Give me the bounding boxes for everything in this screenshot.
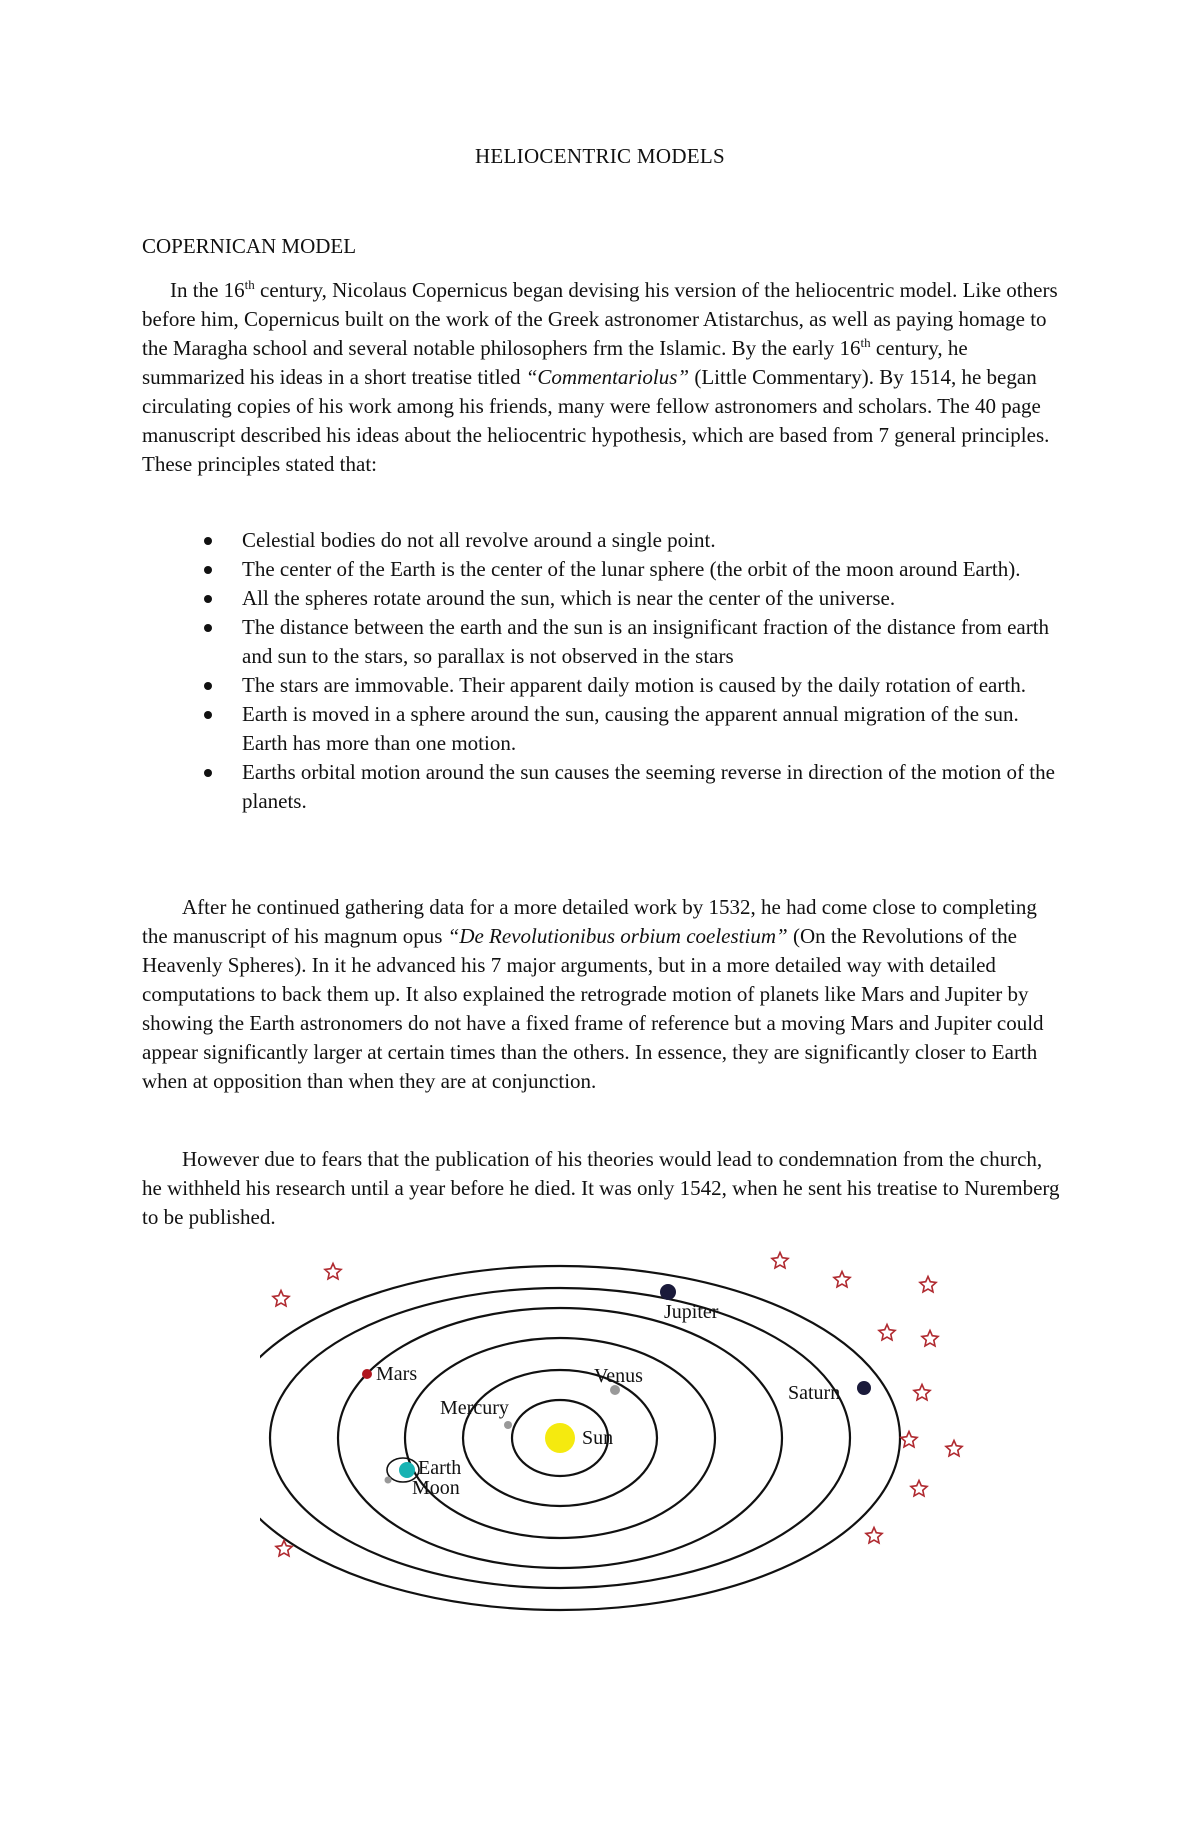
list-item — [198, 671, 1058, 700]
superscript-th: th — [244, 277, 255, 292]
mercury-label: Mercury — [440, 1397, 509, 1419]
moon-label: Moon — [412, 1477, 460, 1499]
list-item-text: Earths orbital motion around the sun causes the seeming reverse in direction of the motion of the planets. — [242, 760, 1055, 813]
list-item — [198, 526, 1058, 555]
sun-label: Sun — [582, 1427, 614, 1449]
mars-icon — [362, 1369, 372, 1379]
saturn-label: Saturn — [788, 1382, 841, 1404]
bullet-icon — [204, 624, 212, 632]
list-item — [198, 758, 1058, 816]
star-icon — [911, 1481, 927, 1496]
list-item — [198, 613, 1058, 671]
venus-label: Venus — [594, 1365, 643, 1387]
list-item-text: All the spheres rotate around the sun, which is near the center of the universe. — [242, 586, 896, 610]
paragraph-revolutionibus-text-b: (On the Revolutions of the Heavenly Spheres). In it he advanced his 7 major arguments, but in a more detailed way with detailed computations to back them up. It also explained the retrograde motion of planets like Mars and Jupiter by showing the Earth astronomers do not have a fixed frame of reference but a moving Mars and Jupiter could appear significantly larger at certain times than the others. In essence, they are significantly closer to Earth when at opposition than when they are at conjunction. — [142, 924, 1044, 1093]
list-item-text: The stars are immovable. Their apparent daily motion is caused by the daily rotation of earth. — [242, 673, 1026, 697]
principles-list — [198, 526, 1058, 816]
list-item-text: The center of the Earth is the center of the lunar sphere (the orbit of the moon around Earth). — [242, 557, 1021, 581]
moon-icon — [385, 1477, 392, 1484]
paragraph-intro-text-b: century, Nicolaus Copernicus began devising his version of the heliocentric model. Like others before him, Copernicus built on the work of the Greek astronomer Atistarchus, as well as paying homage to the Maragha school and several notable philosophers frm the Islamic. By the early 16 — [142, 278, 1058, 360]
earth-icon — [399, 1462, 415, 1478]
treatise-title: “Commentariolus” — [525, 365, 690, 389]
star-icon — [866, 1528, 882, 1543]
copernican-diagram — [260, 1248, 980, 1618]
star-icon — [273, 1291, 289, 1306]
list-item — [198, 584, 1058, 613]
bullet-icon — [204, 682, 212, 690]
bullet-icon — [204, 769, 212, 777]
star-icon — [325, 1264, 341, 1279]
magnum-opus-title: “De Revolutionibus orbium coelestium” — [447, 924, 788, 948]
jupiter-label: Jupiter — [664, 1301, 719, 1323]
star-icon — [920, 1277, 936, 1292]
superscript-th: th — [860, 335, 871, 350]
mars-label: Mars — [376, 1363, 418, 1385]
paragraph-intro-text-d: (Little Commentary). By 1514, he began circulating copies of his work among his friends, many were fellow astronomers and scholars. The 40 page manuscript described his ideas about the heliocentric hypothesis, which are based from 7 general principles. These principles stated that: — [142, 365, 1050, 476]
star-icon — [946, 1441, 962, 1456]
saturn-icon — [857, 1381, 871, 1395]
paragraph-intro-text-a: In the 16 — [170, 278, 245, 302]
star-icon — [772, 1253, 788, 1268]
bullet-icon — [204, 711, 212, 719]
paragraph-intro-text-c: century, he summarized his ideas in a short treatise titled — [142, 336, 968, 389]
list-item-text: Celestial bodies do not all revolve around a single point. — [242, 528, 716, 552]
bullet-icon — [204, 537, 212, 545]
sun-icon — [545, 1423, 575, 1453]
bullet-icon — [204, 566, 212, 574]
orbit-saturn — [260, 1266, 900, 1610]
jupiter-icon — [660, 1284, 676, 1300]
star-icon — [901, 1432, 917, 1447]
paragraph-publication: However due to fears that the publication of his theories would lead to condemnation from the church, he withheld his research until a year before he died. It was only 1542, when he sent his treatise to Nuremberg to be published. — [142, 1147, 1060, 1229]
section-heading: COPERNICAN MODEL — [142, 234, 357, 258]
orbit-group — [260, 1266, 900, 1610]
star-icon — [879, 1325, 895, 1340]
paragraph-intro — [142, 276, 1062, 479]
mercury-icon — [504, 1421, 512, 1429]
paragraph-revolutionibus-text-a: After he continued gathering data for a more detailed work by 1532, he had come close to completing the manuscript of his magnum opus — [142, 895, 1037, 948]
list-item-text: Earth is moved in a sphere around the sun, causing the apparent annual migration of the sun. Earth has more than one motion. — [242, 702, 1019, 755]
star-icon — [914, 1385, 930, 1400]
list-item — [198, 700, 1058, 758]
list-item — [198, 555, 1058, 584]
paragraph-revolutionibus — [142, 893, 1062, 1096]
star-icon — [922, 1331, 938, 1346]
star-icon — [834, 1272, 850, 1287]
list-item-text: The distance between the earth and the sun is an insignificant fraction of the distance from earth and sun to the stars, so parallax is not observed in the stars — [242, 615, 1050, 668]
page-title: HELIOCENTRIC MODELS — [474, 144, 726, 168]
bullet-icon — [204, 595, 212, 603]
earth-label: Earth — [418, 1457, 462, 1479]
